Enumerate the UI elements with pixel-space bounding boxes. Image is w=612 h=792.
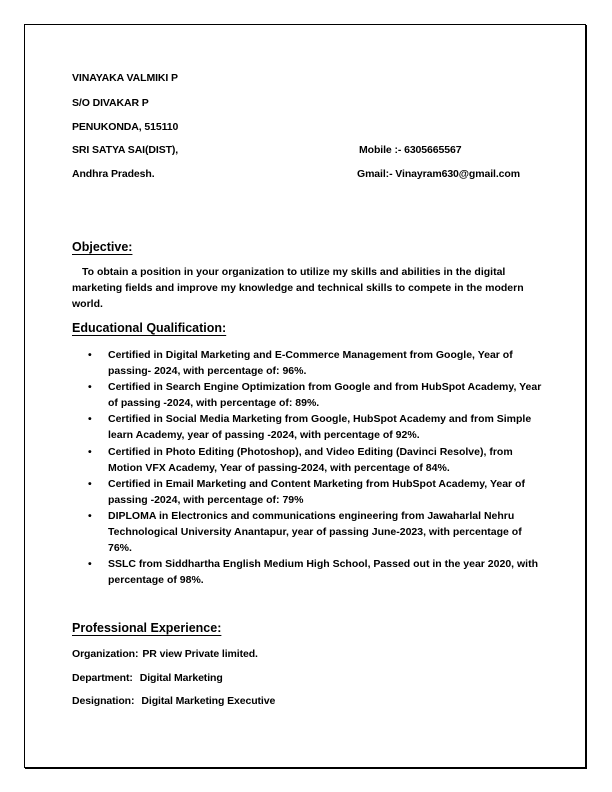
education-item	[88, 508, 548, 556]
education-item	[88, 347, 548, 379]
bullet-icon: •	[88, 477, 92, 490]
designation-row	[72, 695, 275, 707]
education-item	[88, 379, 548, 411]
designation-label: Designation:	[72, 695, 135, 707]
education-item-text: Certified in Digital Marketing and E-Commerce Management from Google, Year of passing- 2024, with percentage of: 96%.	[108, 349, 513, 377]
education-item	[88, 476, 548, 508]
state: Andhra Pradesh.	[72, 168, 155, 180]
designation-value: Digital Marketing Executive	[141, 695, 276, 707]
district: SRI SATYA SAI(DIST),	[72, 144, 179, 156]
education-item-text: Certified in Photo Editing (Photoshop), and Video Editing (Davinci Resolve), from Motion VFX Academy, Year of passing-2024, with percentage of 84%.	[108, 445, 513, 474]
education-heading: Educational Qualification:	[72, 321, 227, 335]
education-item-text: DIPLOMA in Electronics and communications engineering from Jawaharlal Nehru Technological University Anantapur, year of passing June-2023, with percentage of 76%.	[108, 509, 522, 554]
bullet-icon: •	[88, 349, 92, 361]
education-item-text: Certified in Email Marketing and Content Marketing from HubSpot Academy, Year of passing -2024, with percentage of: 79%	[108, 477, 525, 506]
organization-row	[72, 648, 258, 660]
bullet-icon: •	[88, 509, 92, 522]
education-item-text: SSLC from Siddhartha English Medium High School, Passed out in the year 2020, with percentage of 98%.	[108, 558, 538, 587]
education-list	[88, 347, 548, 588]
education-item-text: Certified in Social Media Marketing from Google, HubSpot Academy and from Simple learn Academy, year of passing -2024, with percentage of 92%.	[108, 413, 532, 442]
bullet-icon: •	[88, 445, 92, 458]
department-value: Digital Marketing	[139, 672, 223, 684]
email-address: Gmail:- Vinayram630@gmail.com	[357, 168, 520, 180]
education-item	[88, 411, 548, 443]
objective-heading: Objective:	[72, 240, 133, 254]
education-item	[88, 556, 548, 588]
department-row	[72, 672, 223, 684]
bullet-icon: •	[88, 558, 92, 571]
organization-value: PR view Private limited.	[142, 648, 258, 660]
mobile-number: Mobile :- 6305665567	[359, 144, 462, 156]
education-item-text: Certified in Search Engine Optimization from Google and from HubSpot Academy, Year of passing -2024, with percentage of: 89%.	[108, 381, 542, 410]
applicant-name: VINAYAKA VALMIKI P	[72, 72, 178, 84]
parent-name: S/O DIVAKAR P	[72, 97, 149, 109]
bullet-icon: •	[88, 381, 92, 394]
experience-heading: Professional Experience:	[72, 621, 222, 635]
organization-label: Organization:	[72, 648, 139, 660]
bullet-icon: •	[88, 413, 92, 426]
department-label: Department:	[72, 672, 133, 684]
education-item	[88, 444, 548, 476]
city-pincode: PENUKONDA, 515110	[72, 121, 179, 133]
objective-text: To obtain a position in your organization to utilize my skills and abilities in the digital marketing fields and improve my knowledge and technical skills to compete in the modern world.	[72, 266, 524, 310]
